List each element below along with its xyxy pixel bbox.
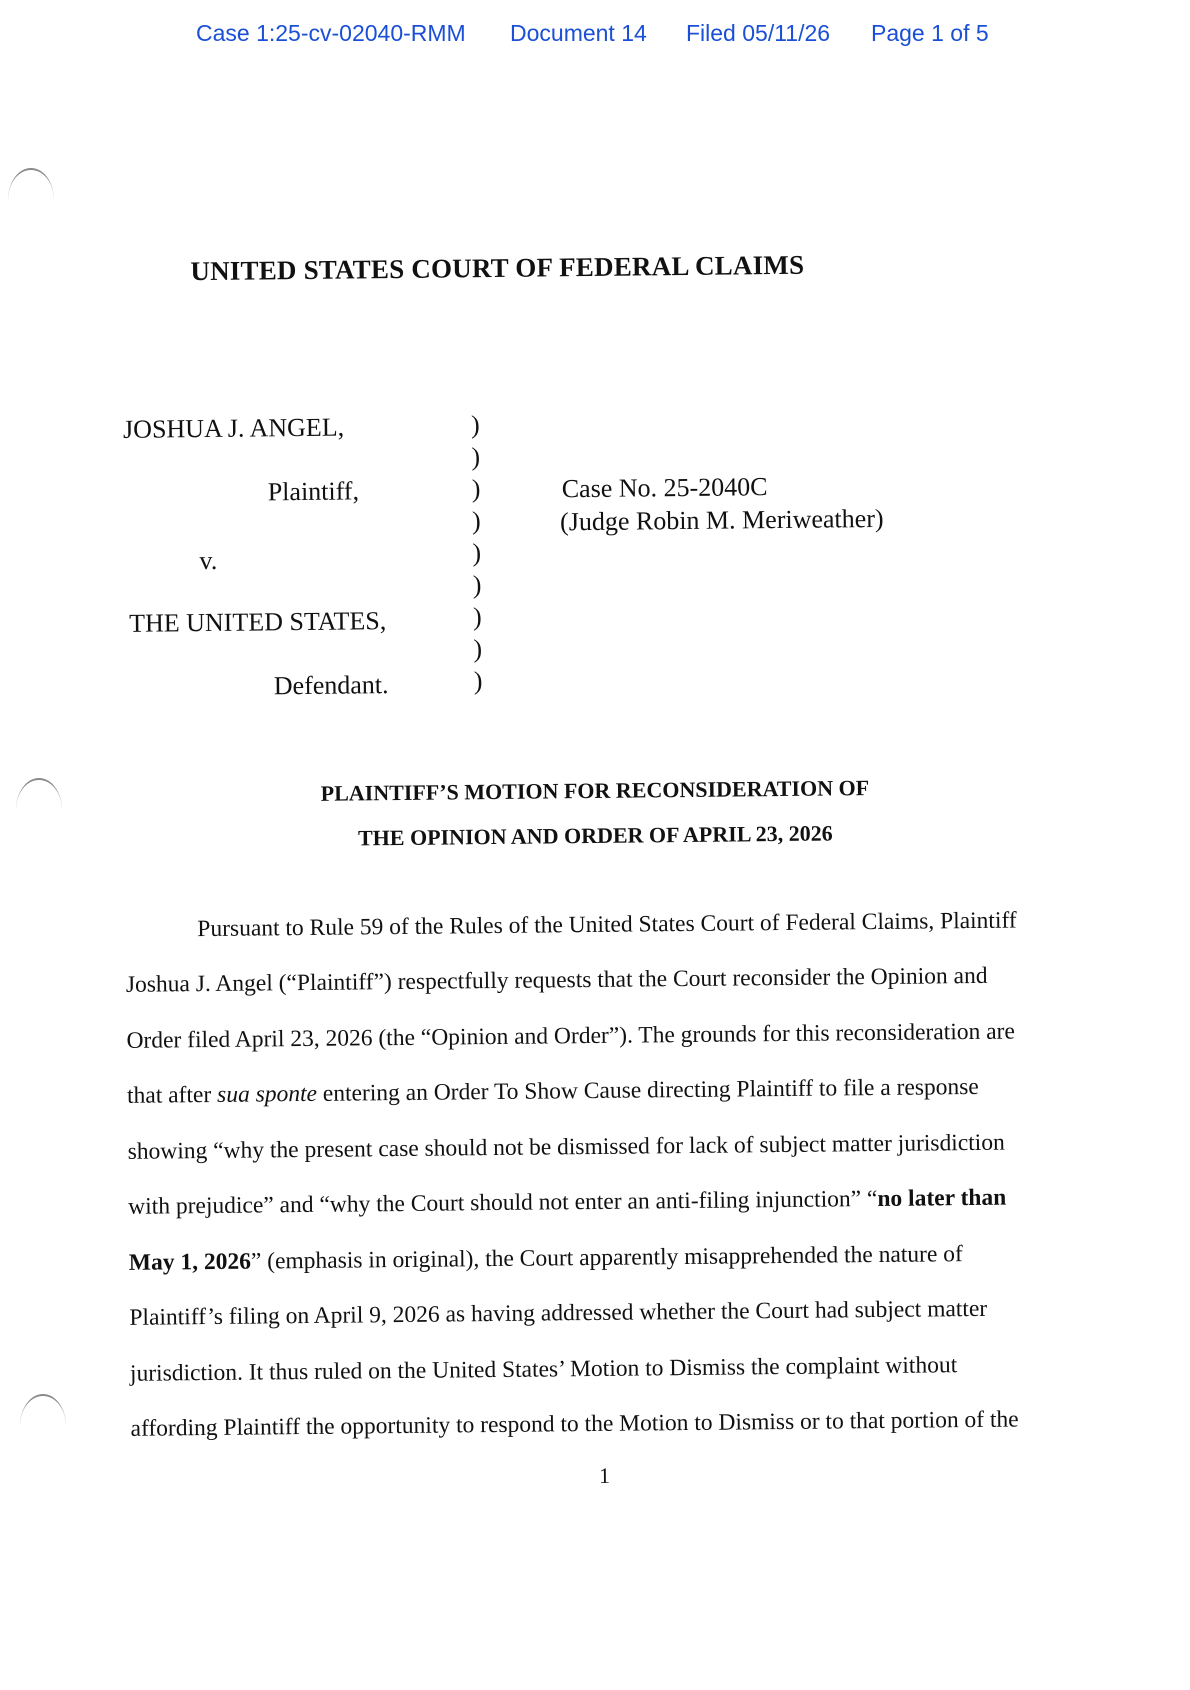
versus-label: v. (199, 545, 218, 576)
caption-paren: ) (471, 474, 481, 504)
body-line: Joshua J. Angel (“Plaintiff”) respectfully requests that the Court reconsider the Opinion and (125, 962, 988, 998)
caption-paren: ) (473, 634, 483, 664)
body-line: with prejudice” and “why the Court should not enter an anti-filing injunction” “no later than (128, 1184, 1007, 1220)
header-document-number: Document 14 (510, 20, 647, 46)
case-number: Case No. 25-2040C (561, 472, 768, 504)
caption-paren: ) (473, 666, 483, 696)
caption-paren: ) (472, 570, 482, 600)
defendant-name: THE UNITED STATES, (128, 606, 387, 638)
motion-title-line: THE OPINION AND ORDER OF APRIL 23, 2026 (357, 820, 833, 851)
caption-paren: ) (471, 506, 481, 536)
bold-emphasis: no later than (877, 1184, 1007, 1213)
header-filed-date: Filed 05/11/26 (686, 20, 831, 46)
motion-title-line: PLAINTIFF’S MOTION FOR RECONSIDERATION OF (320, 775, 870, 806)
plaintiff-role: Plaintiff, (267, 476, 360, 507)
body-line: May 1, 2026” (emphasis in original), the Court apparently misapprehended the nature of (128, 1241, 963, 1276)
judge-name: (Judge Robin M. Meriweather) (559, 503, 884, 537)
defendant-role: Defendant. (273, 670, 389, 701)
body-line: Pursuant to Rule 59 of the Rules of the United States Court of Federal Claims, Plaintiff (197, 907, 1017, 943)
body-line: that after sua sponte entering an Order To Show Cause directing Plaintiff to file a response (126, 1073, 979, 1109)
page-number: 1 (598, 1462, 611, 1488)
bold-emphasis: May 1, 2026 (128, 1248, 252, 1276)
court-title: UNITED STATES COURT OF FEDERAL CLAIMS (190, 249, 805, 287)
header-page-count: Page 1 of 5 (871, 20, 989, 46)
body-line: jurisdiction. It thus ruled on the United States’ Motion to Dismiss the complaint without (129, 1352, 958, 1387)
body-line: Plaintiff’s filing on April 9, 2026 as having addressed whether the Court had subject matter (129, 1295, 988, 1331)
plaintiff-name: JOSHUA J. ANGEL, (122, 412, 345, 444)
body-line: affording Plaintiff the opportunity to respond to the Motion to Dismiss or to that portion of the (130, 1406, 1019, 1442)
caption-paren: ) (472, 538, 482, 568)
header-case-number: Case 1:25-cv-02040-RMM (196, 20, 466, 46)
caption-paren: ) (471, 442, 481, 472)
italic-phrase: sua sponte (216, 1080, 318, 1108)
body-line: showing “why the present case should not be dismissed for lack of subject matter jurisdiction (127, 1129, 1005, 1165)
body-line: Order filed April 23, 2026 (the “Opinion and Order”). The grounds for this reconsideration are (126, 1018, 1015, 1054)
caption-paren: ) (470, 410, 480, 440)
caption-paren: ) (472, 602, 482, 632)
